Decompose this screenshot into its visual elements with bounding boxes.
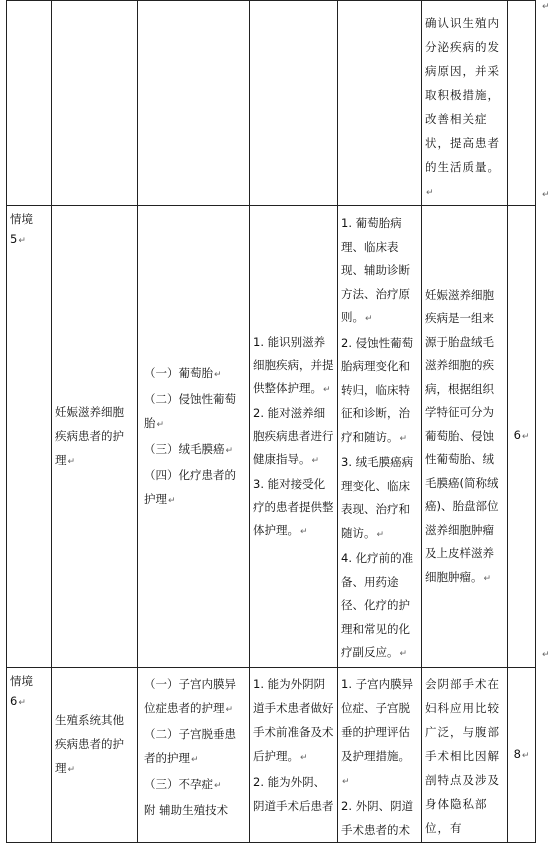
- row-end-mark-icon: ↵: [542, 190, 550, 200]
- paragraph-mark-icon: ↵: [521, 750, 530, 761]
- table-row: [7, 206, 536, 668]
- topic-text: 生殖系统其他疾病患者的护理: [55, 712, 124, 775]
- description-text: 会阴部手术在妇科应用比较广泛，与腹部手术相比因解剖特点及涉及身体隐私部位，有: [425, 676, 500, 835]
- content-item: （二）子宫脱垂患者的护理↵: [144, 726, 236, 765]
- knowledge-item: 1. 子宫内膜异位症、子宫脱垂的护理评估及护理措施。↵: [341, 676, 414, 787]
- hours-value: 6: [513, 428, 521, 443]
- content-cell: [138, 1, 250, 206]
- table-row: [7, 1, 536, 206]
- knowledge-item: 1. 葡萄胎病理、临床表现、辅助诊断方法、治疗原则。↵: [341, 216, 410, 324]
- paragraph-mark-icon: ↵: [426, 188, 435, 198]
- knowledge-item: 2. 外阴、阴道手术患者的术: [341, 798, 414, 837]
- content-item: （四）化疗患者的护理↵: [144, 468, 236, 507]
- situation-cell: [7, 1, 52, 206]
- description-cell: [422, 667, 508, 842]
- knowledge-cell: [338, 1, 422, 206]
- row-end-mark-icon: ↵: [542, 2, 550, 12]
- paragraph-mark-icon: ↵: [67, 764, 76, 775]
- curriculum-table: [6, 0, 536, 843]
- goals-cell: [250, 206, 338, 668]
- description-cell: [422, 1, 508, 206]
- situation-label: 情境 5: [10, 212, 33, 246]
- paragraph-mark-icon: ↵: [67, 457, 76, 468]
- row-end-mark-icon: ↵: [542, 650, 550, 660]
- knowledge-item: 3. 绒毛膜癌病理变化、临床表现、治疗和随访。↵: [341, 455, 414, 540]
- content-item: （三）绒毛膜癌↵: [144, 442, 234, 457]
- knowledge-cell: [338, 667, 422, 842]
- goal-item: 3. 能对接受化疗的患者提供整体护理。↵: [253, 476, 334, 537]
- goal-item: 2. 能为外阴、阴道手术后患者: [253, 774, 334, 813]
- table-row: [7, 667, 536, 842]
- content-item: （三）不孕症↵: [144, 776, 222, 791]
- goals-cell: [250, 1, 338, 206]
- paragraph-mark-icon: ↵: [18, 236, 26, 246]
- paragraph-mark-icon: ↵: [521, 432, 530, 443]
- knowledge-item: 4. 化疗前的准备、用药途径、化疗的护理和常见的化疗副反应。↵: [341, 551, 414, 659]
- situation-cell: [7, 206, 52, 668]
- content-item: （二）侵蚀性葡萄胎↵: [144, 392, 236, 431]
- content-cell: [138, 206, 250, 668]
- situation-cell: [7, 667, 52, 842]
- paragraph-mark-icon: ↵: [18, 697, 26, 708]
- content-cell: [138, 667, 250, 842]
- description-cell: [422, 206, 508, 668]
- content-item: （一）葡萄胎↵: [144, 366, 222, 381]
- paragraph-mark-icon: ↵: [483, 573, 492, 584]
- goals-cell: [250, 667, 338, 842]
- hours-cell: [508, 667, 536, 842]
- knowledge-item: 2. 侵蚀性葡萄胎病理变化和转归，临床特征和诊断，治疗和随访。↵: [341, 335, 414, 444]
- topic-cell: [52, 667, 138, 842]
- goal-item: 1. 能为外阴阴道手术患者做好手术前准备及术后护理。↵: [253, 676, 334, 763]
- description-text: 妊娠滋养细胞疾病是一组来源于胎盘绒毛滋养细胞的疾病，根据组织学特征可分为葡萄胎、侵蚀性葡萄胎、绒毛膜癌(简称绒癌)、胎盘部位滋养细胞肿瘤及上皮样滋养细胞肿瘤。: [425, 287, 499, 584]
- hours-cell: [508, 206, 536, 668]
- topic-cell: [52, 206, 138, 668]
- hours-cell: [508, 1, 536, 206]
- topic-text: 妊娠滋养细胞疾病患者的护理: [55, 405, 124, 468]
- situation-label: 情境 6: [10, 673, 33, 708]
- hours-value: 8: [513, 746, 521, 761]
- goal-item: 1. 能识别滋养细胞疾病，并提供整体护理。↵: [253, 334, 334, 395]
- content-item: 附 辅助生殖技术: [144, 802, 229, 817]
- topic-cell: [52, 1, 138, 206]
- content-item: （一）子宫内膜异位症患者的护理↵: [144, 676, 236, 715]
- description-text: 确认识生殖内分泌疾病的发病原因，并采取积极措施，改善相关症状，提高患者的生活质量。: [425, 16, 500, 174]
- knowledge-cell: [338, 206, 422, 668]
- goal-item: 2. 能对滋养细胞疾病患者进行健康指导。↵: [253, 405, 334, 466]
